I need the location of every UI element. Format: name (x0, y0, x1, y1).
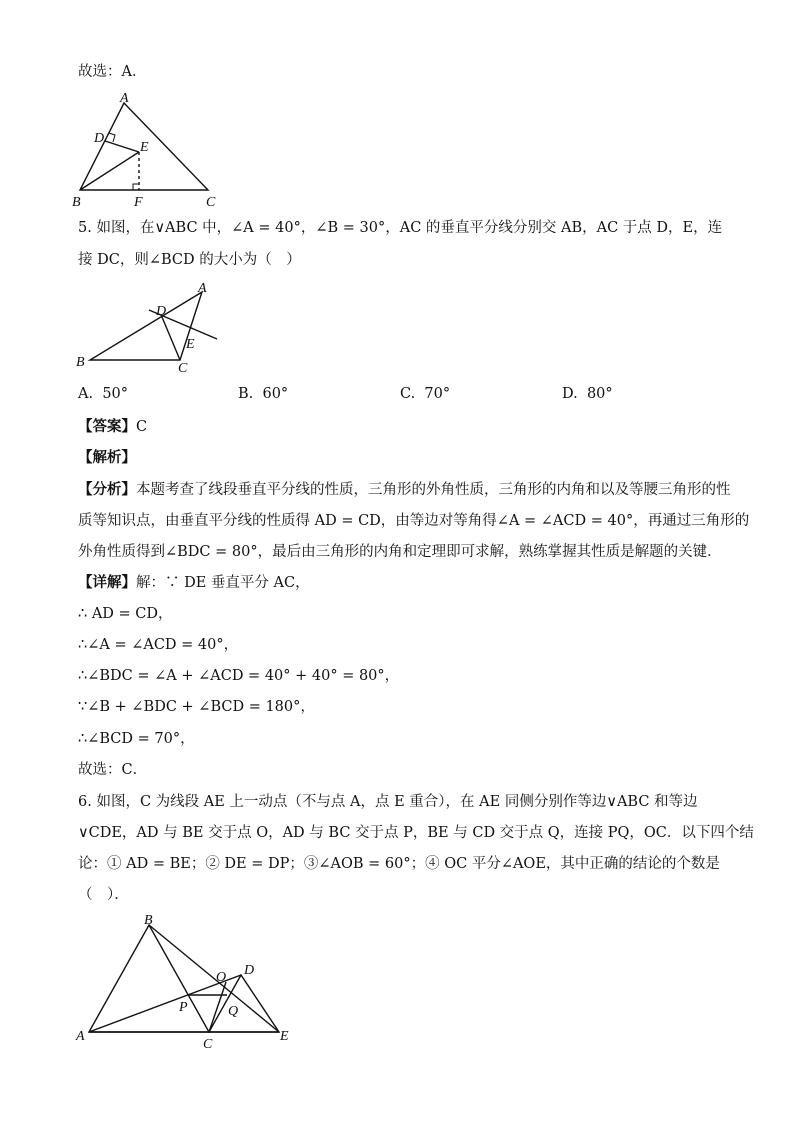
option-value: 50° (102, 386, 129, 402)
option-value: 70° (424, 386, 451, 402)
q5-option-d[interactable] (562, 386, 613, 402)
option-key: C. (400, 386, 416, 402)
q5-option-c[interactable] (400, 386, 450, 402)
prev-figure (72, 88, 252, 213)
q5-conclusion: 故选：C． (78, 762, 148, 778)
q5-step-2: ∴∠A = ∠ACD = 40°， (78, 637, 239, 653)
label-d: D (94, 131, 105, 146)
q5-analysis-line3: 外角性质得到∠BDC = 80°，最后由三角形的内角和定理即可求解，熟练掌握其性质是解题的关键． (78, 544, 722, 560)
detail-tag: 【详解】 (78, 575, 136, 591)
q5-figure (72, 280, 232, 380)
segment-dc (162, 317, 180, 360)
q6-figure (72, 908, 312, 1053)
label-a: A (120, 91, 129, 106)
right-angle-mark-d (109, 133, 115, 142)
option-key: A. (78, 386, 94, 402)
q5-step-1: ∴ AD = CD， (78, 606, 173, 622)
label-f: F (134, 195, 143, 210)
q5-detail-line1 (78, 573, 310, 593)
q5-analysis-line2: 质等知识点，由垂直平分线的性质得 AD = CD，由等边对等角得∠A = ∠ACD = 40°，再通过三角形的 (78, 513, 750, 529)
analysis-text: 本题考查了线段垂直平分线的性质，三角形的外角性质，三角形的内角和以及等腰三角形的性 (136, 482, 731, 498)
label-q: Q (228, 1004, 239, 1019)
label-e: E (186, 337, 195, 352)
label-d: D (244, 963, 255, 978)
label-p: P (179, 1000, 188, 1015)
label-c: C (203, 1037, 213, 1052)
label-b: B (72, 195, 81, 210)
q5-analysis-line1 (78, 480, 731, 500)
option-value: 60° (262, 386, 289, 402)
q5-step-5: ∴∠BCD = 70°， (78, 731, 195, 747)
label-c: C (206, 195, 216, 210)
q5-option-a[interactable] (78, 386, 128, 402)
q6-stem-line2: ∨CDE，AD 与 BE 交于点 O，AD 与 BC 交于点 P，BE 与 CD 交于点 Q，连接 PQ，OC．以下四个结 (78, 825, 754, 841)
q5-stem-line2: 接 DC，则∠BCD 的大小为（ ） (78, 252, 301, 268)
segment-de (105, 141, 139, 152)
prev-conclusion: 故选：A． (78, 64, 147, 80)
label-a: A (76, 1029, 85, 1044)
answer-value: C (136, 419, 148, 435)
q5-analysis-heading (78, 448, 136, 468)
q6-stem-line4: （ ）． (78, 887, 129, 903)
option-value: 80° (586, 386, 613, 402)
analysis-tag: 【解析】 (78, 450, 136, 466)
answer-tag: 【答案】 (78, 419, 136, 435)
label-o: O (216, 970, 227, 985)
q5-answer (78, 417, 147, 437)
label-e: E (140, 140, 149, 155)
triangle-abc (89, 925, 209, 1032)
option-key: D. (562, 386, 578, 402)
label-a: A (198, 281, 207, 296)
label-b: B (76, 355, 85, 370)
q5-stem-line1: 5. 如图，在∨ABC 中，∠A = 40°，∠B = 30°，AC 的垂直平分线分别交 AB，AC 于点 D，E，连 (78, 220, 723, 236)
analysis-sub-tag: 【分析】 (78, 482, 136, 498)
q5-option-b[interactable] (238, 386, 288, 402)
q6-stem-line3: 论：① AD = BE；② DE = DP；③∠AOB = 60°；④ OC 平分∠AOE，其中正确的结论的个数是 (78, 856, 720, 872)
label-c: C (178, 361, 188, 376)
label-b: B (144, 913, 153, 928)
label-d: D (156, 304, 167, 319)
label-e: E (280, 1029, 289, 1044)
q5-step-4: ∵∠B + ∠BDC + ∠BCD = 180°， (78, 699, 315, 715)
q5-step-3: ∴∠BDC = ∠A + ∠ACD = 40° + 40° = 80°， (78, 668, 400, 684)
detail-text: 解：∵ DE 垂直平分 AC， (136, 575, 310, 591)
q6-stem-line1: 6. 如图，C 为线段 AE 上一动点（不与点 A，点 E 重合），在 AE 同侧分别作等边∨ABC 和等边 (78, 794, 698, 810)
option-key: B. (238, 386, 254, 402)
right-angle-mark-f (133, 184, 139, 190)
